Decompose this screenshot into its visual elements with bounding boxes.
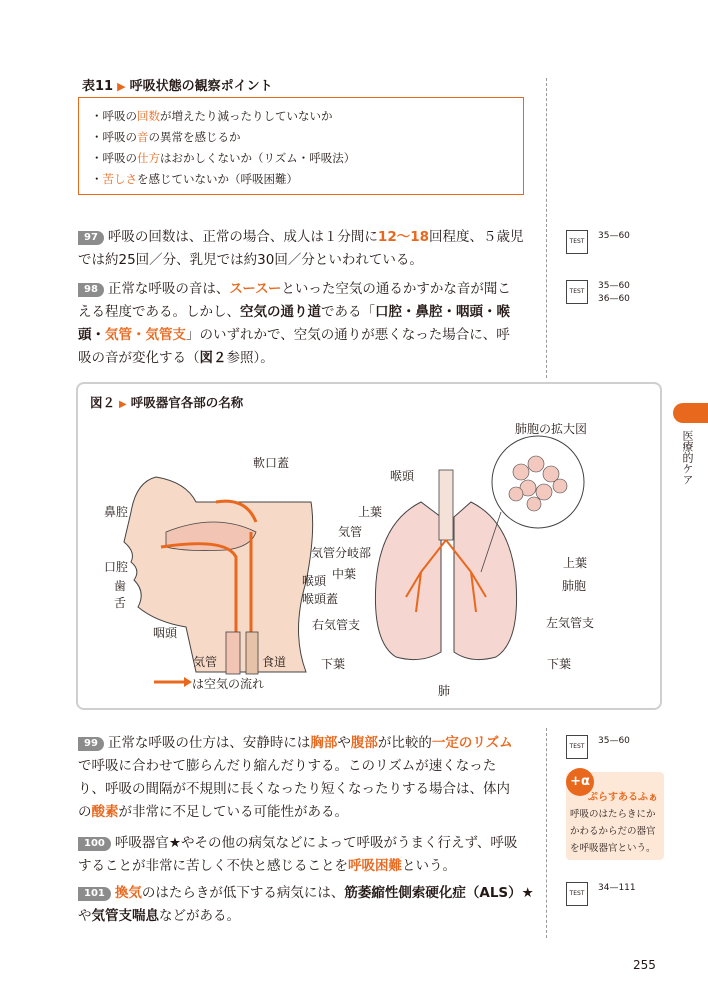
- label-lung: 肺: [438, 684, 451, 698]
- label-oral-cavity: 口腔: [104, 560, 129, 574]
- label-soft-palate: 軟口蓋: [253, 456, 290, 470]
- label-trachea: 気管: [193, 655, 218, 669]
- list-item: ・苦しさを感じていないか（呼吸困難）: [91, 172, 298, 186]
- figure-title: 図２ ▶ 呼吸器官各部の名称: [90, 395, 244, 410]
- label-upper-lobe: 上葉: [563, 556, 588, 570]
- list-item: ・呼吸の音の異常を感じるか: [91, 130, 241, 144]
- test-icon: TEST: [566, 735, 588, 759]
- divider: [546, 728, 547, 938]
- paragraph-101: 101 換気のはたらきが低下する病気には、筋萎縮性側索硬化症（ALS）★ や気管支喘息などがある。: [78, 885, 534, 924]
- label-air-flow: は空気の流れ: [192, 677, 265, 691]
- test-icon: TEST: [566, 882, 588, 906]
- table-title: 表11 ▶ 呼吸状態の観察ポイント: [82, 79, 273, 94]
- label-nasal-cavity: 鼻腔: [104, 505, 129, 519]
- arrow-right-icon: ▶: [117, 80, 126, 93]
- list-item: ・呼吸の仕方はおかしくないか（リズム・呼吸法）: [91, 151, 356, 165]
- label-lower-lobe: 下葉: [321, 657, 346, 671]
- test-icon: TEST: [566, 280, 588, 304]
- esophagus-shape: [246, 632, 258, 674]
- label-right-bronchus: 右気管支: [312, 618, 361, 632]
- label-pharynx: 咽頭: [153, 626, 178, 640]
- label-larynx: 喉頭: [302, 574, 327, 588]
- test-reference: 34—111: [598, 883, 636, 893]
- test-reference: 35—60: [598, 231, 630, 241]
- list-item: ・呼吸の回数が増えたり減ったりしていないか: [91, 109, 333, 123]
- paragraph-97: 97 呼吸の回数は、正常の場合、成人は１分間に12〜18回程度、５歳児 では約25回／分、乳児では約30回／分といわれている。: [78, 229, 524, 268]
- label-tongue: 舌: [114, 596, 127, 610]
- alveoli-zoom-circle: [492, 436, 584, 528]
- page-number: 255: [633, 958, 656, 972]
- label-alveoli-zoom: 肺胞の拡大図: [515, 422, 588, 436]
- arrow-right-icon: ▶: [119, 399, 127, 410]
- label-larynx: 喉頭: [390, 469, 415, 483]
- plus-alpha-badge: +α: [566, 768, 594, 796]
- label-alveoli: 肺胞: [562, 579, 587, 593]
- trachea-shape: [439, 470, 453, 540]
- label-epiglottis: 喉頭蓋: [302, 592, 339, 606]
- label-middle-lobe: 中葉: [332, 567, 357, 581]
- observation-points-box: [78, 97, 524, 195]
- label-left-bronchus: 左気管支: [546, 616, 595, 630]
- right-lung-shape: [375, 502, 441, 660]
- label-upper-lobe: 上葉: [358, 505, 383, 519]
- divider: [546, 78, 547, 378]
- section-tab: [673, 403, 708, 423]
- label-teeth: 歯: [114, 579, 127, 593]
- plus-alpha-title: ぷらすあるふぁ: [588, 792, 658, 803]
- test-icon: TEST: [566, 230, 588, 254]
- plus-alpha-body: 呼吸のはたらきにかかわるからだの器官を呼吸器官という。: [570, 809, 656, 854]
- paragraph-100: 100 呼吸器官★やその他の病気などによって呼吸がうまく行えず、呼吸 することが非常に苦しく不快と感じることを呼吸困難という。: [78, 835, 518, 874]
- paragraph-99: 99 正常な呼吸の仕方は、安静時には胸部や腹部が比較的一定のリズム で呼吸に合わせて膨らんだり縮んだりする。このリズムが速くなった り、呼吸の間隔が不規則に長くなったり短くなったりする場合は、体内 の酸素が非常に不足している可能性がある。: [78, 735, 513, 820]
- test-reference: 35—60 36—60: [598, 281, 630, 304]
- paragraph-98: 98 正常な呼吸の音は、スースーといった空気の通るかすかな音が聞こ える程度である。しかし、空気の通り道である「口腔・鼻腔・咽頭・喉 頭・気管・気管支」のいずれかで、空気の通りが悪くなった場合に、呼 吸の音が変化する（図２参照）。: [78, 281, 511, 366]
- section-label: 医療的ケア: [681, 430, 694, 485]
- label-carina: 気管分岐部: [311, 546, 372, 560]
- label-trachea: 気管: [338, 525, 363, 539]
- label-esophagus: 食道: [262, 655, 287, 669]
- test-reference: 35—60: [598, 736, 630, 746]
- left-lung-shape: [454, 502, 517, 660]
- label-lower-lobe: 下葉: [547, 657, 572, 671]
- trachea-shape: [226, 632, 240, 674]
